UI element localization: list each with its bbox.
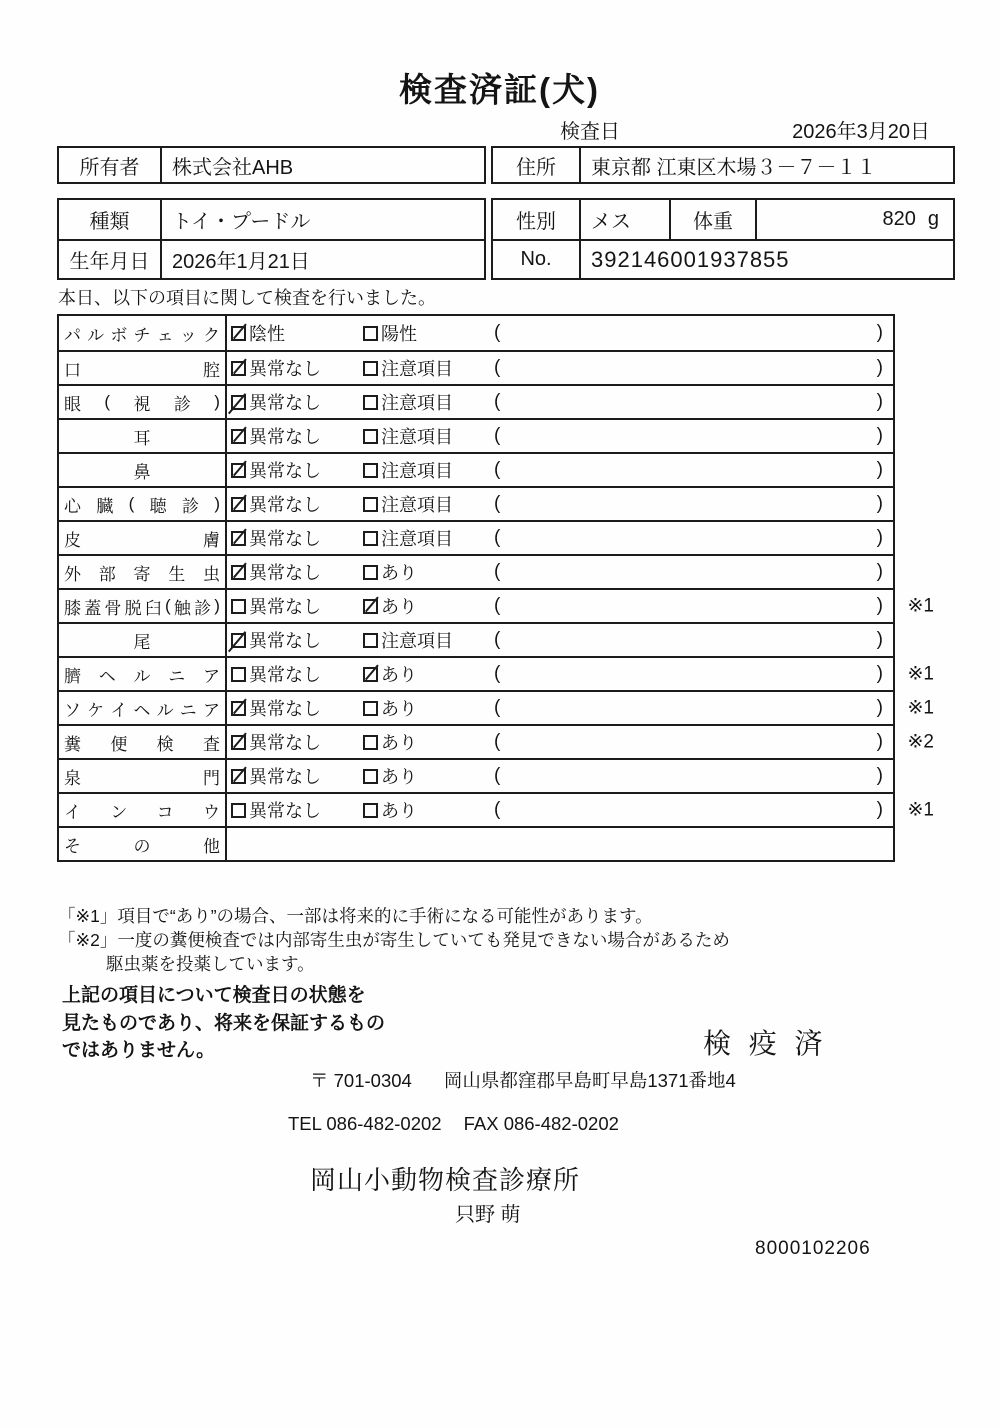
option2-label: 注意項目 bbox=[381, 495, 453, 515]
remarks-field bbox=[494, 357, 893, 379]
option2 bbox=[363, 797, 494, 823]
checklist-item-label: 外 部 寄 生 虫 bbox=[59, 556, 227, 588]
checkbox-option2 bbox=[363, 463, 378, 478]
sex-weight-no-block bbox=[491, 198, 955, 280]
checklist-item-label: 心 臓 ( 聴 診 ) bbox=[59, 488, 227, 520]
option1-label: 陰性 bbox=[249, 324, 285, 344]
remarks-field bbox=[494, 731, 893, 753]
option1 bbox=[231, 355, 363, 381]
disclaimer-line-1: 上記の項目について検査日の状態を bbox=[62, 985, 366, 1006]
checkbox-option1 bbox=[231, 599, 246, 614]
clinic-name: 岡山小動物検査診療所 bbox=[310, 1165, 581, 1195]
checkbox-option2 bbox=[363, 361, 378, 376]
checklist-item-label: 尾 bbox=[59, 624, 227, 656]
option1 bbox=[231, 763, 363, 789]
checklist-row-content bbox=[227, 726, 893, 758]
option1 bbox=[231, 729, 363, 755]
checkbox-option1 bbox=[231, 326, 246, 341]
checkbox-option2 bbox=[363, 395, 378, 410]
clinic-postal-code: 〒 701-0304 bbox=[310, 1070, 412, 1091]
weight-unit: g bbox=[927, 208, 939, 230]
option2-label: 注意項目 bbox=[381, 359, 453, 379]
disclaimer-statement bbox=[62, 982, 385, 1065]
checkbox-option1 bbox=[231, 429, 246, 444]
option1-label: 異常なし bbox=[249, 733, 321, 753]
paren-close: ) bbox=[876, 765, 883, 786]
paren-close: ) bbox=[876, 663, 883, 684]
option1 bbox=[231, 423, 363, 449]
paren-open: ( bbox=[494, 425, 501, 446]
breed-birth-block bbox=[57, 198, 486, 280]
option2-label: 注意項目 bbox=[381, 427, 453, 447]
option1-label: 異常なし bbox=[249, 801, 321, 821]
owner-info-table bbox=[57, 146, 955, 184]
remarks-field bbox=[494, 493, 893, 515]
option1-label: 異常なし bbox=[249, 767, 321, 787]
paren-close: ) bbox=[876, 731, 883, 752]
option1-label: 異常なし bbox=[249, 631, 321, 651]
owner-value: 株式会社AHB bbox=[160, 148, 484, 182]
paren-open: ( bbox=[494, 697, 501, 718]
footnote-2: 「※2」一度の糞便検査では内部寄生虫が寄生していても発見できない場合があるため bbox=[58, 930, 730, 950]
checklist-row bbox=[59, 452, 893, 486]
document-title: 検査済証(犬) bbox=[399, 71, 600, 108]
weight-value: 820 bbox=[882, 208, 916, 230]
clinic-phone-line bbox=[288, 1113, 619, 1135]
option2 bbox=[363, 729, 494, 755]
checklist-row-content bbox=[227, 454, 893, 486]
option2 bbox=[363, 355, 494, 381]
option1 bbox=[231, 457, 363, 483]
checkbox-option1 bbox=[231, 735, 246, 750]
checklist-row-content bbox=[227, 420, 893, 452]
checklist-item-label: 泉 門 bbox=[59, 760, 227, 792]
checklist-item-label: 鼻 bbox=[59, 454, 227, 486]
option1-label: 異常なし bbox=[249, 461, 321, 481]
option2-label: あり bbox=[381, 597, 417, 617]
checklist-row bbox=[59, 724, 934, 758]
option1 bbox=[231, 593, 363, 619]
checkbox-option2 bbox=[363, 565, 378, 580]
inspection-date-row bbox=[560, 115, 930, 144]
checklist-row bbox=[59, 316, 893, 350]
paren-open: ( bbox=[494, 663, 501, 684]
paren-open: ( bbox=[494, 765, 501, 786]
checklist-row bbox=[59, 418, 893, 452]
option2-label: 注意項目 bbox=[381, 393, 453, 413]
checkbox-option2 bbox=[363, 735, 378, 750]
checklist-row bbox=[59, 554, 893, 588]
row-footnote-mark: ※1 bbox=[907, 663, 934, 685]
remarks-field bbox=[494, 561, 893, 583]
checklist-item-label: 膝 蓋 骨 脱 臼 ( 触 診 ) bbox=[59, 590, 227, 622]
paren-open: ( bbox=[494, 357, 501, 378]
option2-label: 陽性 bbox=[381, 324, 417, 344]
checkbox-option1 bbox=[231, 803, 246, 818]
checkbox-option1 bbox=[231, 701, 246, 716]
option1 bbox=[231, 559, 363, 585]
option2-label: あり bbox=[381, 699, 417, 719]
checklist-item-label: そ の 他 bbox=[59, 828, 227, 860]
paren-open: ( bbox=[494, 322, 501, 343]
checkbox-option2 bbox=[363, 531, 378, 546]
breed-value: トイ・プードル bbox=[160, 200, 484, 239]
checklist-item-label: イ ン コ ウ bbox=[59, 794, 227, 826]
checkbox-option2 bbox=[363, 497, 378, 512]
option2 bbox=[363, 389, 494, 415]
owner-label: 所有者 bbox=[79, 156, 140, 179]
inspection-date-label: 検査日 bbox=[560, 121, 620, 143]
checkbox-option2 bbox=[363, 429, 378, 444]
option2 bbox=[363, 627, 494, 653]
option2-label: 注意項目 bbox=[381, 461, 453, 481]
paren-open: ( bbox=[494, 391, 501, 412]
intro-sentence: 本日、以下の項目に関して検査を行いました。 bbox=[58, 288, 436, 308]
checkbox-option1 bbox=[231, 463, 246, 478]
option2 bbox=[363, 525, 494, 551]
checkbox-option1 bbox=[231, 395, 246, 410]
option2 bbox=[363, 661, 494, 687]
paren-close: ) bbox=[876, 459, 883, 480]
option1 bbox=[231, 389, 363, 415]
owner-block bbox=[57, 146, 486, 184]
address-block bbox=[491, 146, 955, 184]
checklist-item-label: 糞 便 検 査 bbox=[59, 726, 227, 758]
pet-info-table bbox=[57, 198, 955, 280]
remarks-field bbox=[494, 322, 893, 344]
checkbox-option1 bbox=[231, 361, 246, 376]
paren-close: ) bbox=[876, 357, 883, 378]
checklist-row-content bbox=[227, 386, 893, 418]
row-footnote-mark: ※1 bbox=[907, 595, 934, 617]
option1-label: 異常なし bbox=[249, 699, 321, 719]
paren-close: ) bbox=[876, 493, 883, 514]
quarantine-passed-stamp: 検 疫 済 bbox=[703, 1028, 828, 1059]
checklist-table bbox=[57, 314, 934, 862]
checkbox-option2 bbox=[363, 769, 378, 784]
checklist-row bbox=[59, 656, 934, 690]
checkbox-option1 bbox=[231, 769, 246, 784]
clinic-address-line bbox=[310, 1067, 736, 1093]
checklist-item-label: 口 腔 bbox=[59, 352, 227, 384]
checklist-row bbox=[59, 384, 893, 418]
checkbox-option2 bbox=[363, 599, 378, 614]
option1 bbox=[231, 661, 363, 687]
document-code: 8000102206 bbox=[755, 1238, 871, 1259]
option1-label: 異常なし bbox=[249, 529, 321, 549]
option1-label: 異常なし bbox=[249, 665, 321, 685]
option2-label: あり bbox=[381, 801, 417, 821]
paren-close: ) bbox=[876, 391, 883, 412]
checkbox-option1 bbox=[231, 667, 246, 682]
paren-open: ( bbox=[494, 527, 501, 548]
inspection-date-value: 2026年3月20日 bbox=[792, 121, 930, 143]
option2 bbox=[363, 763, 494, 789]
option1-label: 異常なし bbox=[249, 427, 321, 447]
option2 bbox=[363, 695, 494, 721]
option1 bbox=[231, 627, 363, 653]
paren-open: ( bbox=[494, 561, 501, 582]
sex-label: 性別 bbox=[516, 211, 556, 233]
birth-label: 生年月日 bbox=[69, 251, 150, 273]
remarks-field bbox=[494, 527, 893, 549]
checklist-item-label: 臍 ヘ ル ニ ア bbox=[59, 658, 227, 690]
checklist-row bbox=[59, 826, 893, 860]
paren-close: ) bbox=[876, 697, 883, 718]
option2 bbox=[363, 457, 494, 483]
option1 bbox=[231, 525, 363, 551]
disclaimer-line-3: ではありません。 bbox=[62, 1040, 216, 1061]
sex-value: メス bbox=[579, 200, 669, 239]
checklist-row-content bbox=[227, 590, 893, 622]
row-footnote-mark: ※1 bbox=[907, 799, 934, 821]
option1 bbox=[231, 797, 363, 823]
checkbox-option1 bbox=[231, 565, 246, 580]
checklist-row-content bbox=[227, 316, 893, 350]
paren-close: ) bbox=[876, 799, 883, 820]
address-label: 住所 bbox=[516, 156, 556, 179]
checklist-item-label: ソ ケ イ ヘ ル ニ ア bbox=[59, 692, 227, 724]
option1-label: 異常なし bbox=[249, 393, 321, 413]
option2 bbox=[363, 320, 494, 346]
clinic-fax: FAX 086-482-0202 bbox=[463, 1113, 619, 1134]
checklist-item-label: 皮 膚 bbox=[59, 522, 227, 554]
paren-open: ( bbox=[494, 731, 501, 752]
remarks-field bbox=[494, 459, 893, 481]
option2-label: あり bbox=[381, 733, 417, 753]
checkbox-option1 bbox=[231, 497, 246, 512]
checklist-row-content bbox=[227, 624, 893, 656]
checklist-row-content bbox=[227, 522, 893, 554]
checklist-row-content bbox=[227, 658, 893, 690]
paren-close: ) bbox=[876, 595, 883, 616]
remarks-field bbox=[494, 425, 893, 447]
checkbox-option2 bbox=[363, 633, 378, 648]
checklist-row-content bbox=[227, 488, 893, 520]
remarks-field bbox=[494, 663, 893, 685]
registration-no-value: 392146001937855 bbox=[579, 241, 953, 278]
paren-open: ( bbox=[494, 629, 501, 650]
checklist-row bbox=[59, 588, 934, 622]
checkbox-option2 bbox=[363, 326, 378, 341]
veterinarian-name: 只野 萌 bbox=[455, 1204, 521, 1226]
checkbox-option2 bbox=[363, 701, 378, 716]
paren-close: ) bbox=[876, 527, 883, 548]
option2 bbox=[363, 559, 494, 585]
checklist-row-content bbox=[227, 692, 893, 724]
clinic-address: 岡山県都窪郡早島町早島1371番地4 bbox=[443, 1070, 736, 1091]
footnote-1: 「※1」項目で“あり”の場合、一部は将来的に手術になる可能性があります。 bbox=[58, 906, 653, 926]
checklist-row bbox=[59, 792, 934, 826]
checklist-item-label: 耳 bbox=[59, 420, 227, 452]
checkbox-option2 bbox=[363, 667, 378, 682]
paren-open: ( bbox=[494, 459, 501, 480]
footnotes bbox=[58, 904, 730, 976]
weight-value-cell bbox=[755, 200, 953, 239]
checklist-row bbox=[59, 520, 893, 554]
option2 bbox=[363, 491, 494, 517]
checklist-row-content bbox=[227, 794, 893, 826]
remarks-field bbox=[494, 799, 893, 821]
disclaimer-line-2: 見たものであり、将来を保証するもの bbox=[62, 1012, 386, 1034]
paren-open: ( bbox=[494, 493, 501, 514]
option1 bbox=[231, 491, 363, 517]
option1 bbox=[231, 695, 363, 721]
paren-open: ( bbox=[494, 799, 501, 820]
option2 bbox=[363, 423, 494, 449]
option1-label: 異常なし bbox=[249, 563, 321, 583]
paren-close: ) bbox=[876, 561, 883, 582]
checkbox-option2 bbox=[363, 803, 378, 818]
footnote-2-continued: 駆虫薬を投薬しています。 bbox=[106, 954, 315, 974]
paren-close: ) bbox=[876, 425, 883, 446]
checkbox-option1 bbox=[231, 531, 246, 546]
registration-no-label: No. bbox=[520, 248, 552, 270]
breed-label: 種類 bbox=[89, 211, 130, 233]
clinic-tel: TEL 086-482-0202 bbox=[288, 1113, 442, 1134]
checklist-row-content bbox=[227, 556, 893, 588]
remarks-field bbox=[494, 629, 893, 651]
checklist-row bbox=[59, 622, 893, 656]
option2-label: 注意項目 bbox=[381, 631, 453, 651]
checklist-item-label: パ ル ボ チ ェ ッ ク bbox=[59, 316, 227, 350]
checklist-row-content bbox=[227, 760, 893, 792]
remarks-field bbox=[494, 391, 893, 413]
option1 bbox=[231, 320, 363, 346]
checkbox-option1 bbox=[231, 633, 246, 648]
paren-close: ) bbox=[876, 629, 883, 650]
weight-label: 体重 bbox=[669, 200, 755, 239]
checklist-row bbox=[59, 758, 893, 792]
option1-label: 異常なし bbox=[249, 597, 321, 617]
paren-open: ( bbox=[494, 595, 501, 616]
checklist-row bbox=[59, 690, 934, 724]
remarks-field bbox=[494, 595, 893, 617]
checklist-row-content bbox=[227, 828, 893, 860]
option2-label: あり bbox=[381, 767, 417, 787]
checklist-row bbox=[59, 350, 893, 384]
remarks-field bbox=[494, 765, 893, 787]
paren-close: ) bbox=[876, 322, 883, 343]
option2-label: 注意項目 bbox=[381, 529, 453, 549]
option1-label: 異常なし bbox=[249, 359, 321, 379]
option1-label: 異常なし bbox=[249, 495, 321, 515]
birth-value: 2026年1月21日 bbox=[160, 241, 484, 278]
row-footnote-mark: ※2 bbox=[907, 731, 934, 753]
option2-label: あり bbox=[381, 665, 417, 685]
row-footnote-mark: ※1 bbox=[907, 697, 934, 719]
option2 bbox=[363, 593, 494, 619]
remarks-field bbox=[494, 697, 893, 719]
address-value: 東京都 江東区木場３－７－１１ bbox=[579, 148, 953, 182]
checklist-row bbox=[59, 486, 893, 520]
checklist-row-content bbox=[227, 352, 893, 384]
checklist-item-label: 眼 ( 視 診 ) bbox=[59, 386, 227, 418]
option2-label: あり bbox=[381, 563, 417, 583]
